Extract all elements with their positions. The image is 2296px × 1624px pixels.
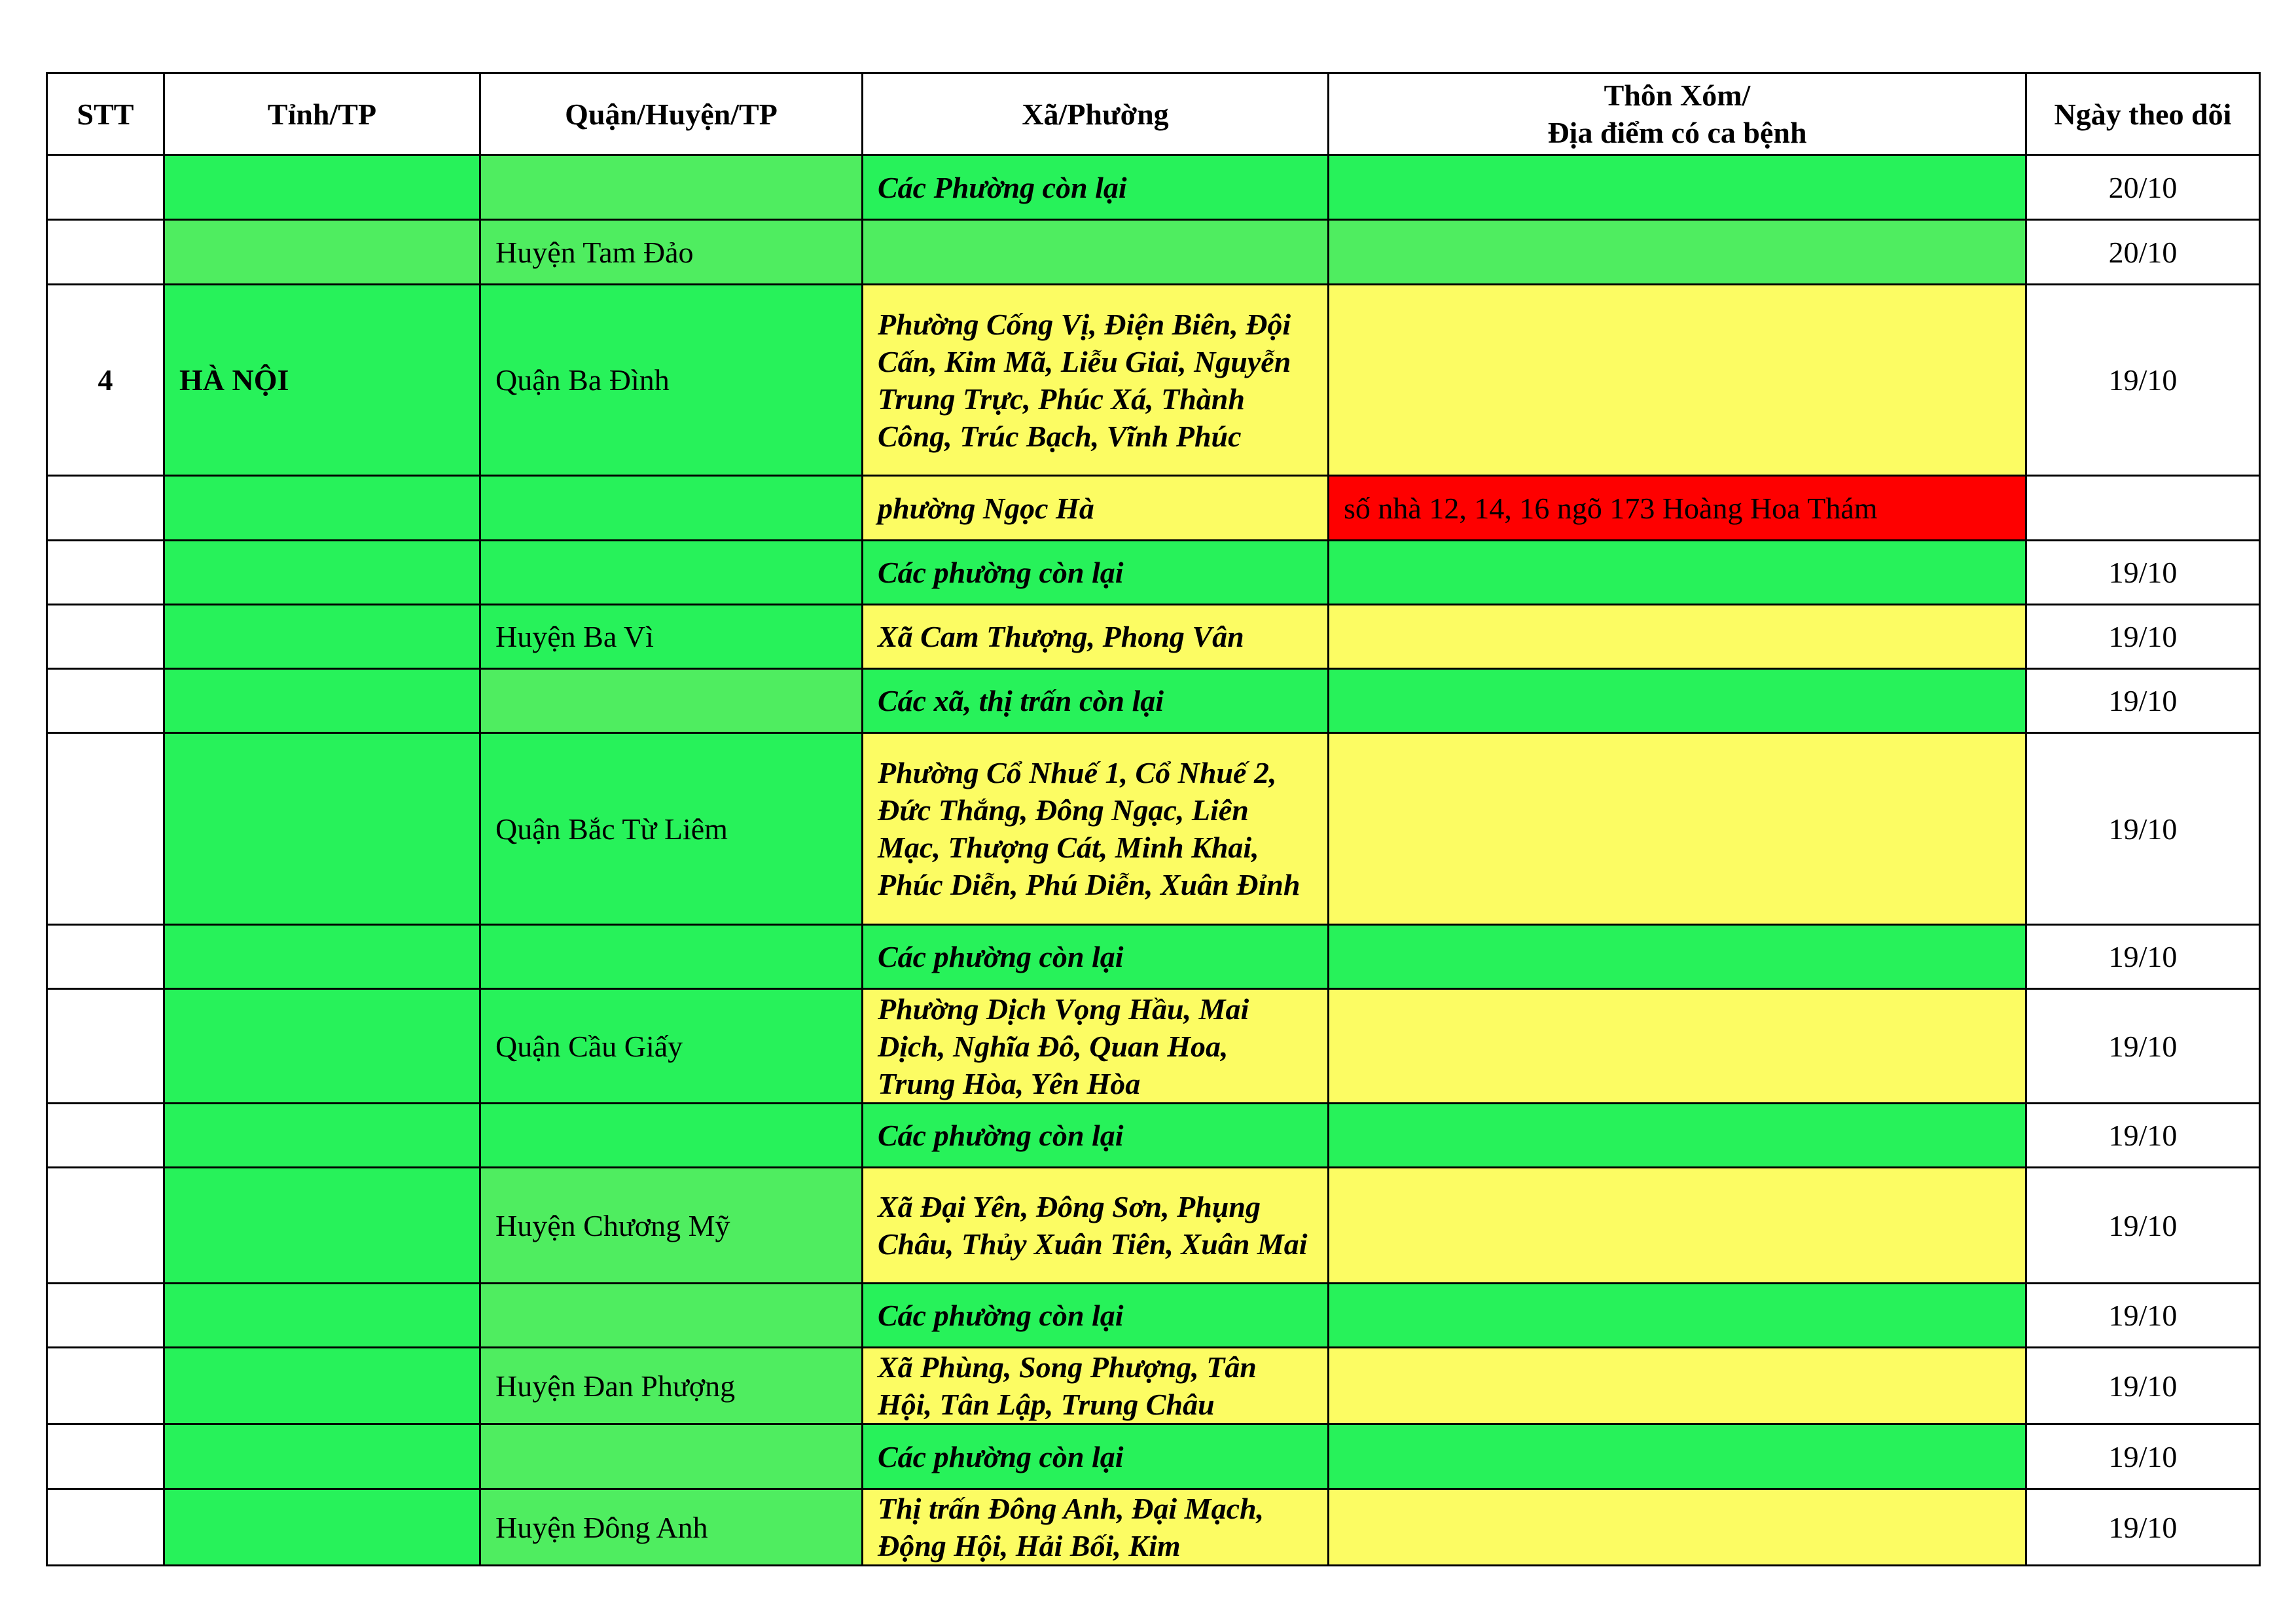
cell-ward: Phường Cống Vị, Điện Biên, Đội Cấn, Kim Mã, Liễu Giai, Nguyễn Trung Trực, Phúc Xá, Thành Công, Trúc Bạch, Vĩnh Phúc	[863, 285, 1329, 476]
cell-province	[164, 1424, 480, 1489]
cell-stt	[47, 1489, 164, 1566]
table-row	[47, 1424, 2260, 1489]
cell-location	[1329, 605, 2026, 669]
cell-stt	[47, 541, 164, 605]
table-row	[47, 605, 2260, 669]
cell-date: 19/10	[2026, 1284, 2260, 1348]
cell-ward: Xã Phùng, Song Phượng, Tân Hội, Tân Lập, Trung Châu	[863, 1348, 1329, 1424]
cell-ward: phường Ngọc Hà	[863, 476, 1329, 541]
header-location	[1329, 73, 2026, 155]
header-date: Ngày theo dõi	[2026, 73, 2260, 155]
cell-province	[164, 669, 480, 733]
cell-date: 20/10	[2026, 220, 2260, 285]
cell-stt	[47, 1284, 164, 1348]
cell-ward: Các phường còn lại	[863, 925, 1329, 989]
cell-location: số nhà 12, 14, 16 ngõ 173 Hoàng Hoa Thám	[1329, 476, 2026, 541]
cell-stt	[47, 989, 164, 1104]
cell-district: Huyện Chương Mỹ	[480, 1168, 863, 1284]
cell-province	[164, 1348, 480, 1424]
cell-date: 19/10	[2026, 1424, 2260, 1489]
cell-location	[1329, 1284, 2026, 1348]
cell-stt	[47, 220, 164, 285]
cell-date: 19/10	[2026, 669, 2260, 733]
cell-ward: Phường Dịch Vọng Hầu, Mai Dịch, Nghĩa Đô, Quan Hoa, Trung Hòa, Yên Hòa	[863, 989, 1329, 1104]
cell-location	[1329, 1489, 2026, 1566]
cell-stt	[47, 1168, 164, 1284]
cell-ward: Các phường còn lại	[863, 1104, 1329, 1168]
header-location-line2: Địa điểm có ca bệnh	[1547, 116, 1807, 149]
cell-province	[164, 733, 480, 925]
cell-ward: Thị trấn Đông Anh, Đại Mạch, Động Hội, Hải Bối, Kim	[863, 1489, 1329, 1566]
cell-district: Quận Cầu Giấy	[480, 989, 863, 1104]
cell-date: 19/10	[2026, 989, 2260, 1104]
cell-province	[164, 1489, 480, 1566]
header-ward: Xã/Phường	[863, 73, 1329, 155]
cell-stt	[47, 669, 164, 733]
cell-date: 19/10	[2026, 285, 2260, 476]
header-province: Tỉnh/TP	[164, 73, 480, 155]
cell-stt	[47, 1348, 164, 1424]
cell-district: Quận Ba Đình	[480, 285, 863, 476]
table-row	[47, 669, 2260, 733]
cell-stt: 4	[47, 285, 164, 476]
table-row	[47, 155, 2260, 220]
cell-location	[1329, 1104, 2026, 1168]
cell-date: 19/10	[2026, 541, 2260, 605]
cell-province	[164, 220, 480, 285]
cell-province	[164, 476, 480, 541]
cell-stt	[47, 155, 164, 220]
table-row	[47, 733, 2260, 925]
cell-date: 20/10	[2026, 155, 2260, 220]
cell-date: 19/10	[2026, 733, 2260, 925]
cell-district	[480, 1424, 863, 1489]
cell-province	[164, 155, 480, 220]
cell-location	[1329, 1424, 2026, 1489]
table-row	[47, 1284, 2260, 1348]
cell-location	[1329, 1168, 2026, 1284]
cell-stt	[47, 476, 164, 541]
table-row	[47, 1104, 2260, 1168]
cell-district	[480, 925, 863, 989]
cell-date	[2026, 476, 2260, 541]
cell-district	[480, 1284, 863, 1348]
cell-district	[480, 155, 863, 220]
cell-location	[1329, 541, 2026, 605]
cell-ward: Phường Cổ Nhuế 1, Cổ Nhuế 2, Đức Thắng, Đông Ngạc, Liên Mạc, Thượng Cát, Minh Khai, Phúc Diễn, Phú Diễn, Xuân Đỉnh	[863, 733, 1329, 925]
cell-district: Huyện Ba Vì	[480, 605, 863, 669]
cell-ward	[863, 220, 1329, 285]
cell-district: Huyện Tam Đảo	[480, 220, 863, 285]
cell-province: HÀ NỘI	[164, 285, 480, 476]
cell-province	[164, 1284, 480, 1348]
cell-province	[164, 1168, 480, 1284]
cell-ward: Xã Cam Thượng, Phong Vân	[863, 605, 1329, 669]
cell-province	[164, 541, 480, 605]
cell-location	[1329, 285, 2026, 476]
table-row	[47, 220, 2260, 285]
cell-stt	[47, 925, 164, 989]
cell-location	[1329, 155, 2026, 220]
table-row	[47, 1489, 2260, 1566]
table-row	[47, 285, 2260, 476]
cell-ward: Xã Đại Yên, Đông Sơn, Phụng Châu, Thủy Xuân Tiên, Xuân Mai	[863, 1168, 1329, 1284]
cell-stt	[47, 1104, 164, 1168]
table-row	[47, 1168, 2260, 1284]
cell-district	[480, 669, 863, 733]
cell-date: 19/10	[2026, 1489, 2260, 1566]
cell-district	[480, 1104, 863, 1168]
cell-ward: Các phường còn lại	[863, 1424, 1329, 1489]
cell-ward: Các Phường còn lại	[863, 155, 1329, 220]
cell-ward: Các xã, thị trấn còn lại	[863, 669, 1329, 733]
header-location-line1: Thôn Xóm/	[1604, 79, 1751, 112]
cell-location	[1329, 669, 2026, 733]
cell-district: Quận Bắc Từ Liêm	[480, 733, 863, 925]
table-row	[47, 541, 2260, 605]
cell-location	[1329, 1348, 2026, 1424]
cell-location	[1329, 733, 2026, 925]
cell-location	[1329, 220, 2026, 285]
cell-ward: Các phường còn lại	[863, 1284, 1329, 1348]
cell-district: Huyện Đan Phượng	[480, 1348, 863, 1424]
cell-date: 19/10	[2026, 925, 2260, 989]
cell-stt	[47, 605, 164, 669]
cell-district	[480, 476, 863, 541]
header-district: Quận/Huyện/TP	[480, 73, 863, 155]
cell-district	[480, 541, 863, 605]
cell-district: Huyện Đông Anh	[480, 1489, 863, 1566]
cell-province	[164, 605, 480, 669]
table-row	[47, 925, 2260, 989]
cell-date: 19/10	[2026, 1104, 2260, 1168]
cell-stt	[47, 733, 164, 925]
table-row	[47, 989, 2260, 1104]
covid-zone-table	[46, 72, 2261, 1566]
table-row	[47, 1348, 2260, 1424]
cell-date: 19/10	[2026, 1348, 2260, 1424]
cell-province	[164, 1104, 480, 1168]
table-row	[47, 476, 2260, 541]
cell-stt	[47, 1424, 164, 1489]
cell-ward: Các phường còn lại	[863, 541, 1329, 605]
cell-province	[164, 989, 480, 1104]
header-row	[47, 73, 2260, 155]
cell-date: 19/10	[2026, 605, 2260, 669]
cell-province	[164, 925, 480, 989]
cell-location	[1329, 925, 2026, 989]
cell-date: 19/10	[2026, 1168, 2260, 1284]
cell-location	[1329, 989, 2026, 1104]
header-stt: STT	[47, 73, 164, 155]
